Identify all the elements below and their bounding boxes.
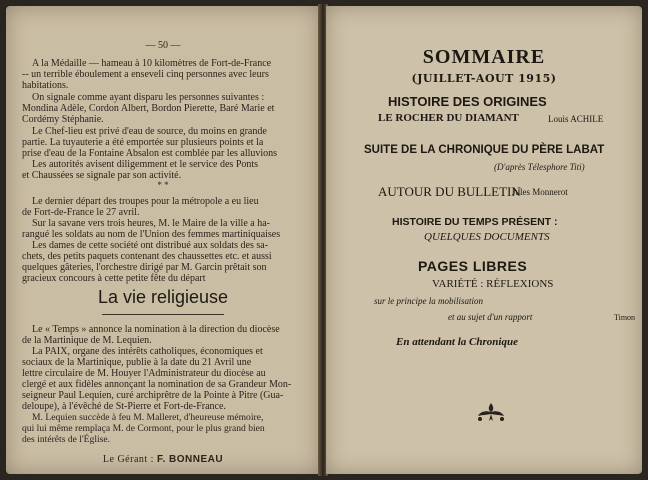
text-line: quelques gâteries, l'orchestre dirigé par M. Garcin prêtait son: [22, 262, 267, 273]
text-line: seigneur Paul Lequien, curé archiprêtre de la Pointe à Pitre (Gua-: [22, 390, 284, 401]
left-page: [6, 6, 320, 474]
text-line: Le Chef-lieu est privé d'eau de source, du moins en grande: [32, 126, 267, 137]
fleuron-ornament-icon: [474, 400, 508, 424]
text-line: habitations.: [22, 80, 69, 91]
text-line: qui lui même remplaça M. de Cormont, pour le plus grand bien: [22, 423, 265, 434]
toc-title: HISTOIRE DU TEMPS PRÉSENT :: [392, 216, 558, 228]
gerant-label: Le Gérant :: [102, 454, 154, 465]
text-line: M. Lequien succède à feu M. Malleret, d'heureuse mémoire,: [32, 412, 264, 423]
toc-author: Louis ACHILE: [548, 114, 604, 124]
toc-author: Timon: [614, 313, 636, 322]
toc-title: SUITE DE LA CHRONIQUE DU PÈRE LABAT: [364, 144, 605, 156]
text-line: de Fort-de-France le 27 avril.: [22, 207, 140, 218]
toc-author: Jules Monnerot: [512, 187, 568, 197]
text-line: Mondina Adèle, Cordon Albert, Bordon Pierette, Baré Marie et: [22, 103, 275, 114]
toc-title: PAGES LIBRES: [418, 258, 528, 274]
text-line: chets, des petits paquets contenant des chaussettes etc. et aussi: [22, 251, 272, 262]
text-line: partie. La tuyauterie a été emportée sur plusieurs points et la: [22, 137, 264, 148]
toc-title: En attendant la Chronique: [396, 336, 518, 348]
text-line: On signale comme ayant disparu les personnes suivantes :: [32, 92, 265, 103]
heading-rule: [102, 314, 224, 315]
text-line: clergé et aux fidèles annonçant la nomination de sa Grandeur Mon-: [22, 379, 292, 390]
text-line: A la Médaille — hameau à 10 kilomètres de Fort-de-France: [32, 58, 272, 69]
text-line: gracieux concours à cette petite fête du départ: [22, 273, 206, 284]
text-line: Les dames de cette société ont distribué aux soldats des sa-: [32, 240, 269, 251]
issue-date: (JUILLET-AOUT 1915): [411, 72, 557, 85]
toc-subtitle: LE ROCHER DU DIAMANT: [378, 112, 519, 124]
sommaire-title: SOMMAIRE: [422, 46, 546, 68]
toc-line: sur le principe la mobilisation: [374, 296, 483, 306]
text-line: sociaux de la Martinique, publie à la date du 21 Avril une: [22, 357, 252, 368]
gerant-name: F. BONNEAU: [156, 454, 224, 465]
text-line: deloupe), à l'évêché de St-Pierre et Fort-de-France.: [22, 401, 226, 412]
text-line: de la Martinique de M. Lequien.: [22, 335, 152, 346]
text-line: -- un terrible éboulement a enseveli cinq personnes avec leurs: [22, 69, 269, 80]
toc-subtitle: VARIÉTÉ : RÉFLEXIONS: [432, 278, 554, 290]
toc-line: et au sujet d'un rapport: [448, 312, 533, 322]
separator-stars: * *: [157, 180, 169, 190]
text-line: Le dernier départ des troupes pour la métropole a eu lieu: [32, 196, 259, 207]
page-number: — 50 —: [145, 40, 181, 51]
text-line: et Chaussées se signale par son activité.: [22, 170, 182, 181]
text-line: Les autorités avisent diligemment et le service des Ponts: [32, 159, 259, 170]
toc-subtitle: QUELQUES DOCUMENTS: [424, 231, 550, 243]
text-line: La PAIX, organe des intérêts catholiques, économiques et: [32, 346, 263, 357]
section-heading: La vie religieuse: [97, 287, 229, 307]
text-line: prise d'eau de la Fontaine Absalon est comblée par les alluvions: [22, 148, 278, 159]
text-line: des intérêts de l'Église.: [22, 434, 111, 445]
text-line: Cordémy Stéphanie.: [22, 114, 104, 125]
toc-title: AUTOUR DU BULLETIN: [378, 184, 521, 199]
toc-title: HISTOIRE DES ORIGINES: [388, 94, 547, 109]
toc-author: (D'après Télesphore Titi): [494, 162, 585, 172]
right-page: [326, 6, 642, 474]
text-line: Sur la savane vers trois heures, M. le Maire de la ville a ha-: [32, 218, 270, 229]
text-line: lettre circulaire de M. Houyer l'Administrateur du diocèse au: [22, 368, 266, 379]
text-line: rangué les soldats au nom de l'Union des femmes martiniquaises: [22, 229, 281, 240]
gerant-signature: [6, 454, 320, 465]
text-line: Le « Temps » annonce la nomination à la direction du diocèse: [32, 324, 280, 335]
